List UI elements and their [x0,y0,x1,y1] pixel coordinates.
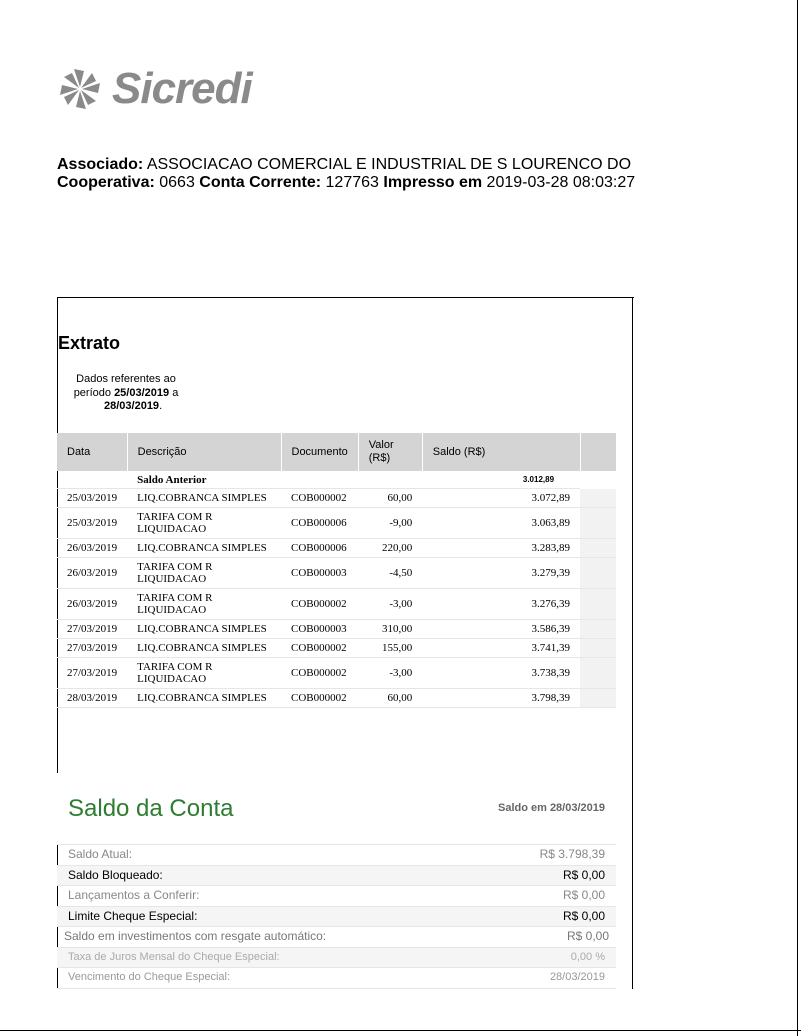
table-cell [580,689,616,708]
table-row [57,689,616,708]
table-cell [580,658,616,689]
row-data: 25/03/2019 [57,508,127,539]
associado-label: Associado: [57,156,144,173]
table-row [57,508,616,539]
account-header [57,156,635,192]
table-cell [580,639,616,658]
row-documento: COB000002 [281,489,358,508]
investimentos-label: Saldo em investimentos com resgate automático: [64,929,327,943]
periodo-end: 28/03/2019 [104,400,160,412]
col-header-empty [580,433,616,471]
table-row [57,620,616,639]
cooperativa-line [57,174,635,192]
impresso-value: 2019-03-28 08:03:27 [486,174,636,191]
page-right-border [797,0,798,1036]
saldo-conta-title: Saldo da Conta [68,795,234,822]
sicredi-logo [56,62,252,116]
row-saldo: 3.586,39 [422,620,580,639]
periodo-info [62,373,190,414]
row-descricao: TARIFA COM R LIQUIDACAO [127,589,281,620]
row-data: 26/03/2019 [57,589,127,620]
col-header-documento: Documento [281,433,358,471]
periodo-dot: . [159,400,163,412]
table-header-row [57,433,616,471]
row-data: 27/03/2019 [57,658,127,689]
table-cell [580,508,616,539]
col-header-descricao: Descrição [127,433,281,471]
vencimento-row [57,968,616,989]
row-valor: -4,50 [358,558,422,589]
table-cell [580,589,616,620]
saldo-anterior-label: Saldo Anterior [127,471,422,489]
page-bottom-border [0,1030,801,1031]
vencimento-label: Vencimento do Cheque Especial: [68,971,231,983]
saldo-conta-list [57,844,616,989]
saldo-bloqueado-row [57,866,616,887]
table-cell [580,471,616,489]
sicredi-logo-icon [56,65,104,113]
vencimento-value: 28/03/2019 [549,971,605,983]
row-documento: COB000002 [281,639,358,658]
row-documento: COB000006 [281,539,358,558]
frame-top-border [57,297,634,298]
row-descricao: TARIFA COM R LIQUIDACAO [127,508,281,539]
row-documento: COB000002 [281,589,358,620]
row-data: 25/03/2019 [57,489,127,508]
row-valor: 220,00 [358,539,422,558]
cooperativa-value: 0663 [159,174,195,191]
row-data: 26/03/2019 [57,558,127,589]
investimentos-row [57,927,616,948]
row-descricao: LIQ.COBRANCA SIMPLES [127,620,281,639]
row-descricao: LIQ.COBRANCA SIMPLES [127,539,281,558]
row-descricao: LIQ.COBRANCA SIMPLES [127,639,281,658]
row-valor: -9,00 [358,508,422,539]
row-saldo: 3.283,89 [422,539,580,558]
associado-value: ASSOCIACAO COMERCIAL E INDUSTRIAL DE S LOURENCO DO [146,156,632,173]
saldo-bloqueado-label: Saldo Bloqueado: [68,867,163,882]
row-descricao: TARIFA COM R LIQUIDACAO [127,658,281,689]
investimentos-value: R$ 0,00 [566,929,609,943]
saldo-anterior-row [57,471,616,489]
row-valor: 310,00 [358,620,422,639]
table-row [57,558,616,589]
row-data: 26/03/2019 [57,539,127,558]
row-saldo: 3.279,39 [422,558,580,589]
periodo-line2: período [73,386,111,399]
saldo-em-date: Saldo em 28/03/2019 [497,802,605,814]
row-valor: 155,00 [358,639,422,658]
conta-label: Conta Corrente: [199,174,322,191]
row-saldo: 3.276,39 [422,589,580,620]
row-valor: 60,00 [358,689,422,708]
col-header-data: Data [57,433,127,471]
saldo-anterior-value: 3.012,89 [422,471,580,489]
limite-cheque-label: Limite Cheque Especial: [68,908,198,923]
saldo-bloqueado-value: R$ 0,00 [562,867,605,882]
row-descricao: LIQ.COBRANCA SIMPLES [127,489,281,508]
row-descricao: LIQ.COBRANCA SIMPLES [127,689,281,708]
lancamentos-label: Lançamentos a Conferir: [68,888,200,902]
row-documento: COB000003 [281,620,358,639]
impresso-label: Impresso em [383,174,483,191]
table-row [57,658,616,689]
table-cell [580,558,616,589]
periodo-line1: Dados referentes ao [76,373,176,385]
row-documento: COB000006 [281,508,358,539]
taxa-juros-label: Taxa de Juros Mensal do Cheque Especial: [68,950,280,963]
periodo-start: 25/03/2019 [114,386,170,399]
taxa-juros-row [57,948,616,969]
extrato-title: Extrato [58,333,121,353]
saldo-atual-label: Saldo Atual: [68,847,133,861]
conta-value: 127763 [325,174,379,191]
table-cell [580,539,616,558]
row-valor: 60,00 [358,489,422,508]
table-row [57,639,616,658]
limite-cheque-row [57,907,616,928]
row-documento: COB000002 [281,658,358,689]
associado-line [57,156,635,174]
table-row [57,489,616,508]
periodo-a: a [172,386,179,399]
extrato-table [57,433,616,708]
table-cell [580,489,616,508]
col-header-valor: Valor (R$) [358,433,422,471]
table-cell [580,620,616,639]
table-cell [57,471,127,489]
row-descricao: TARIFA COM R LIQUIDACAO [127,558,281,589]
row-saldo: 3.738,39 [422,658,580,689]
table-row [57,539,616,558]
cooperativa-label: Cooperativa: [57,174,155,191]
table-row [57,589,616,620]
lancamentos-row [57,886,616,907]
row-valor: -3,00 [358,658,422,689]
lancamentos-value: R$ 0,00 [562,888,605,902]
row-documento: COB000003 [281,558,358,589]
logo-text: Sicredi [112,64,252,113]
row-saldo: 3.063,89 [422,508,580,539]
row-valor: -3,00 [358,589,422,620]
row-data: 28/03/2019 [57,689,127,708]
row-saldo: 3.798,39 [422,689,580,708]
col-header-saldo: Saldo (R$) [422,433,580,471]
frame-right-border [632,297,633,989]
limite-cheque-value: R$ 0,00 [562,908,605,923]
taxa-juros-value: 0,00 % [570,950,605,963]
row-saldo: 3.072,89 [422,489,580,508]
row-data: 27/03/2019 [57,620,127,639]
saldo-atual-row [57,844,616,866]
saldo-atual-value: R$ 3.798,39 [539,847,605,861]
row-data: 27/03/2019 [57,639,127,658]
row-saldo: 3.741,39 [422,639,580,658]
row-documento: COB000002 [281,689,358,708]
